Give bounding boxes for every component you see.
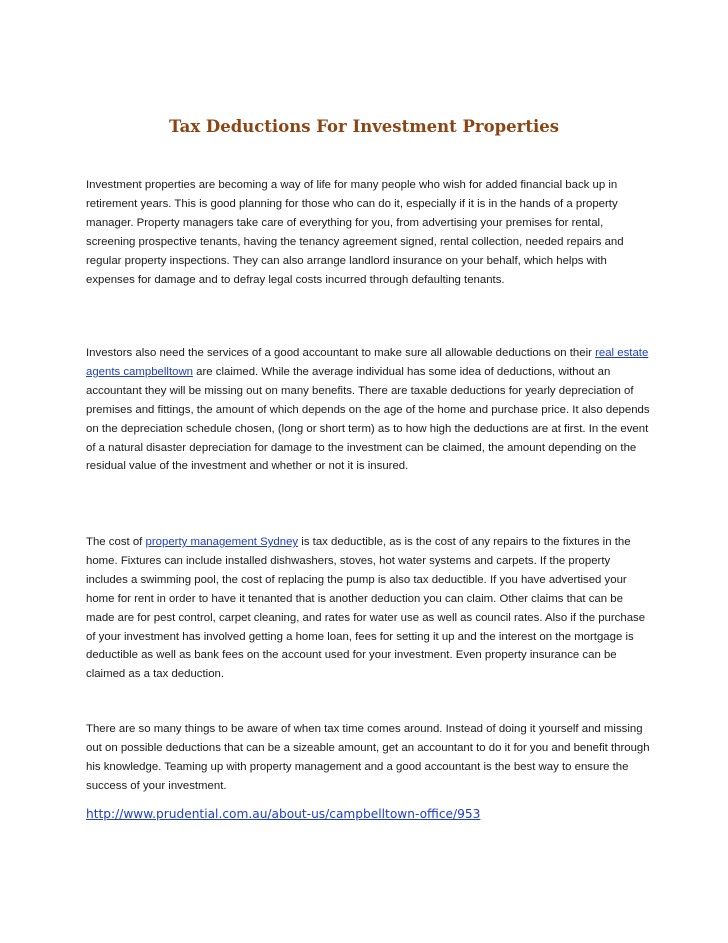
paragraph-deductible-costs <box>86 533 654 684</box>
paragraph-text: The cost of <box>86 536 146 548</box>
paragraph-text: Investors also need the services of a good accountant to make sure all allowable deductions on their <box>86 347 596 359</box>
paragraph-accountant <box>86 344 654 476</box>
paragraph-property-managers: Investment properties are becoming a way of life for many people who wish for added financial back up in retirement years. This is good planning for those who can do it, especially if it is in the hands of a property manager. Property managers take care of everything for you, from advertising your premises for rental, screening prospective tenants, having the tenancy agreement signed, rental collection, needed repairs and regular property inspections. They can also arrange landlord insurance on your behalf, which helps with expenses for damage and to defray legal costs incurred through defaulting tenants. <box>86 179 624 286</box>
paragraph-text: is tax deductible, as is the cost of any repairs to the fixtures in the home. Fixtures can include installed dishwashers, stoves, hot water systems and carpets. If the property includes a swimming pool, the cost of replacing the pump is also tax deductible. If you have advertised your home for rent in order to have it tenanted that is another deduction you can claim. Other claims that can be made are for pest control, carpet cleaning, and rates for water use as well as council rates. Also if the purchase of your investment has involved getting a home loan, fees for setting it up and the interest on the mortgage is deductible as well as bank fees on the account used for your investment. Even property insurance can be claimed as a tax deduction. <box>86 536 646 681</box>
document-title: Tax Deductions For Investment Properties <box>168 117 560 136</box>
footer-url-link[interactable]: http://www.prudential.com.au/about-us/campbelltown-office/953 <box>86 807 481 821</box>
property-management-link[interactable]: property management Sydney <box>145 536 299 548</box>
paragraph-text: are claimed. While the average individual has some idea of deductions, without an accountant they will be missing out on many benefits. There are taxable deductions for yearly depreciation of premises and fittings, the amount of which depends on the age of the home and purchase price. It also depends on the depreciation schedule chosen, (long or short term) as to how high the deductions are at first. In the event of a natural disaster depreciation for damage to the investment can be claimed, the amount depending on the residual value of the investment and whether or not it is insured. <box>86 365 650 473</box>
paragraph-conclusion: There are so many things to be aware of when tax time comes around. Instead of doing it yourself and missing out on possible deductions that can be a sizeable amount, get an accountant to do it for you and benefit through his knowledge. Teaming up with property management and a good accountant is the best way to ensure the success of your investment. <box>86 723 650 792</box>
real-estate-agents-link[interactable]: real estate agents campbelltown <box>86 347 649 378</box>
